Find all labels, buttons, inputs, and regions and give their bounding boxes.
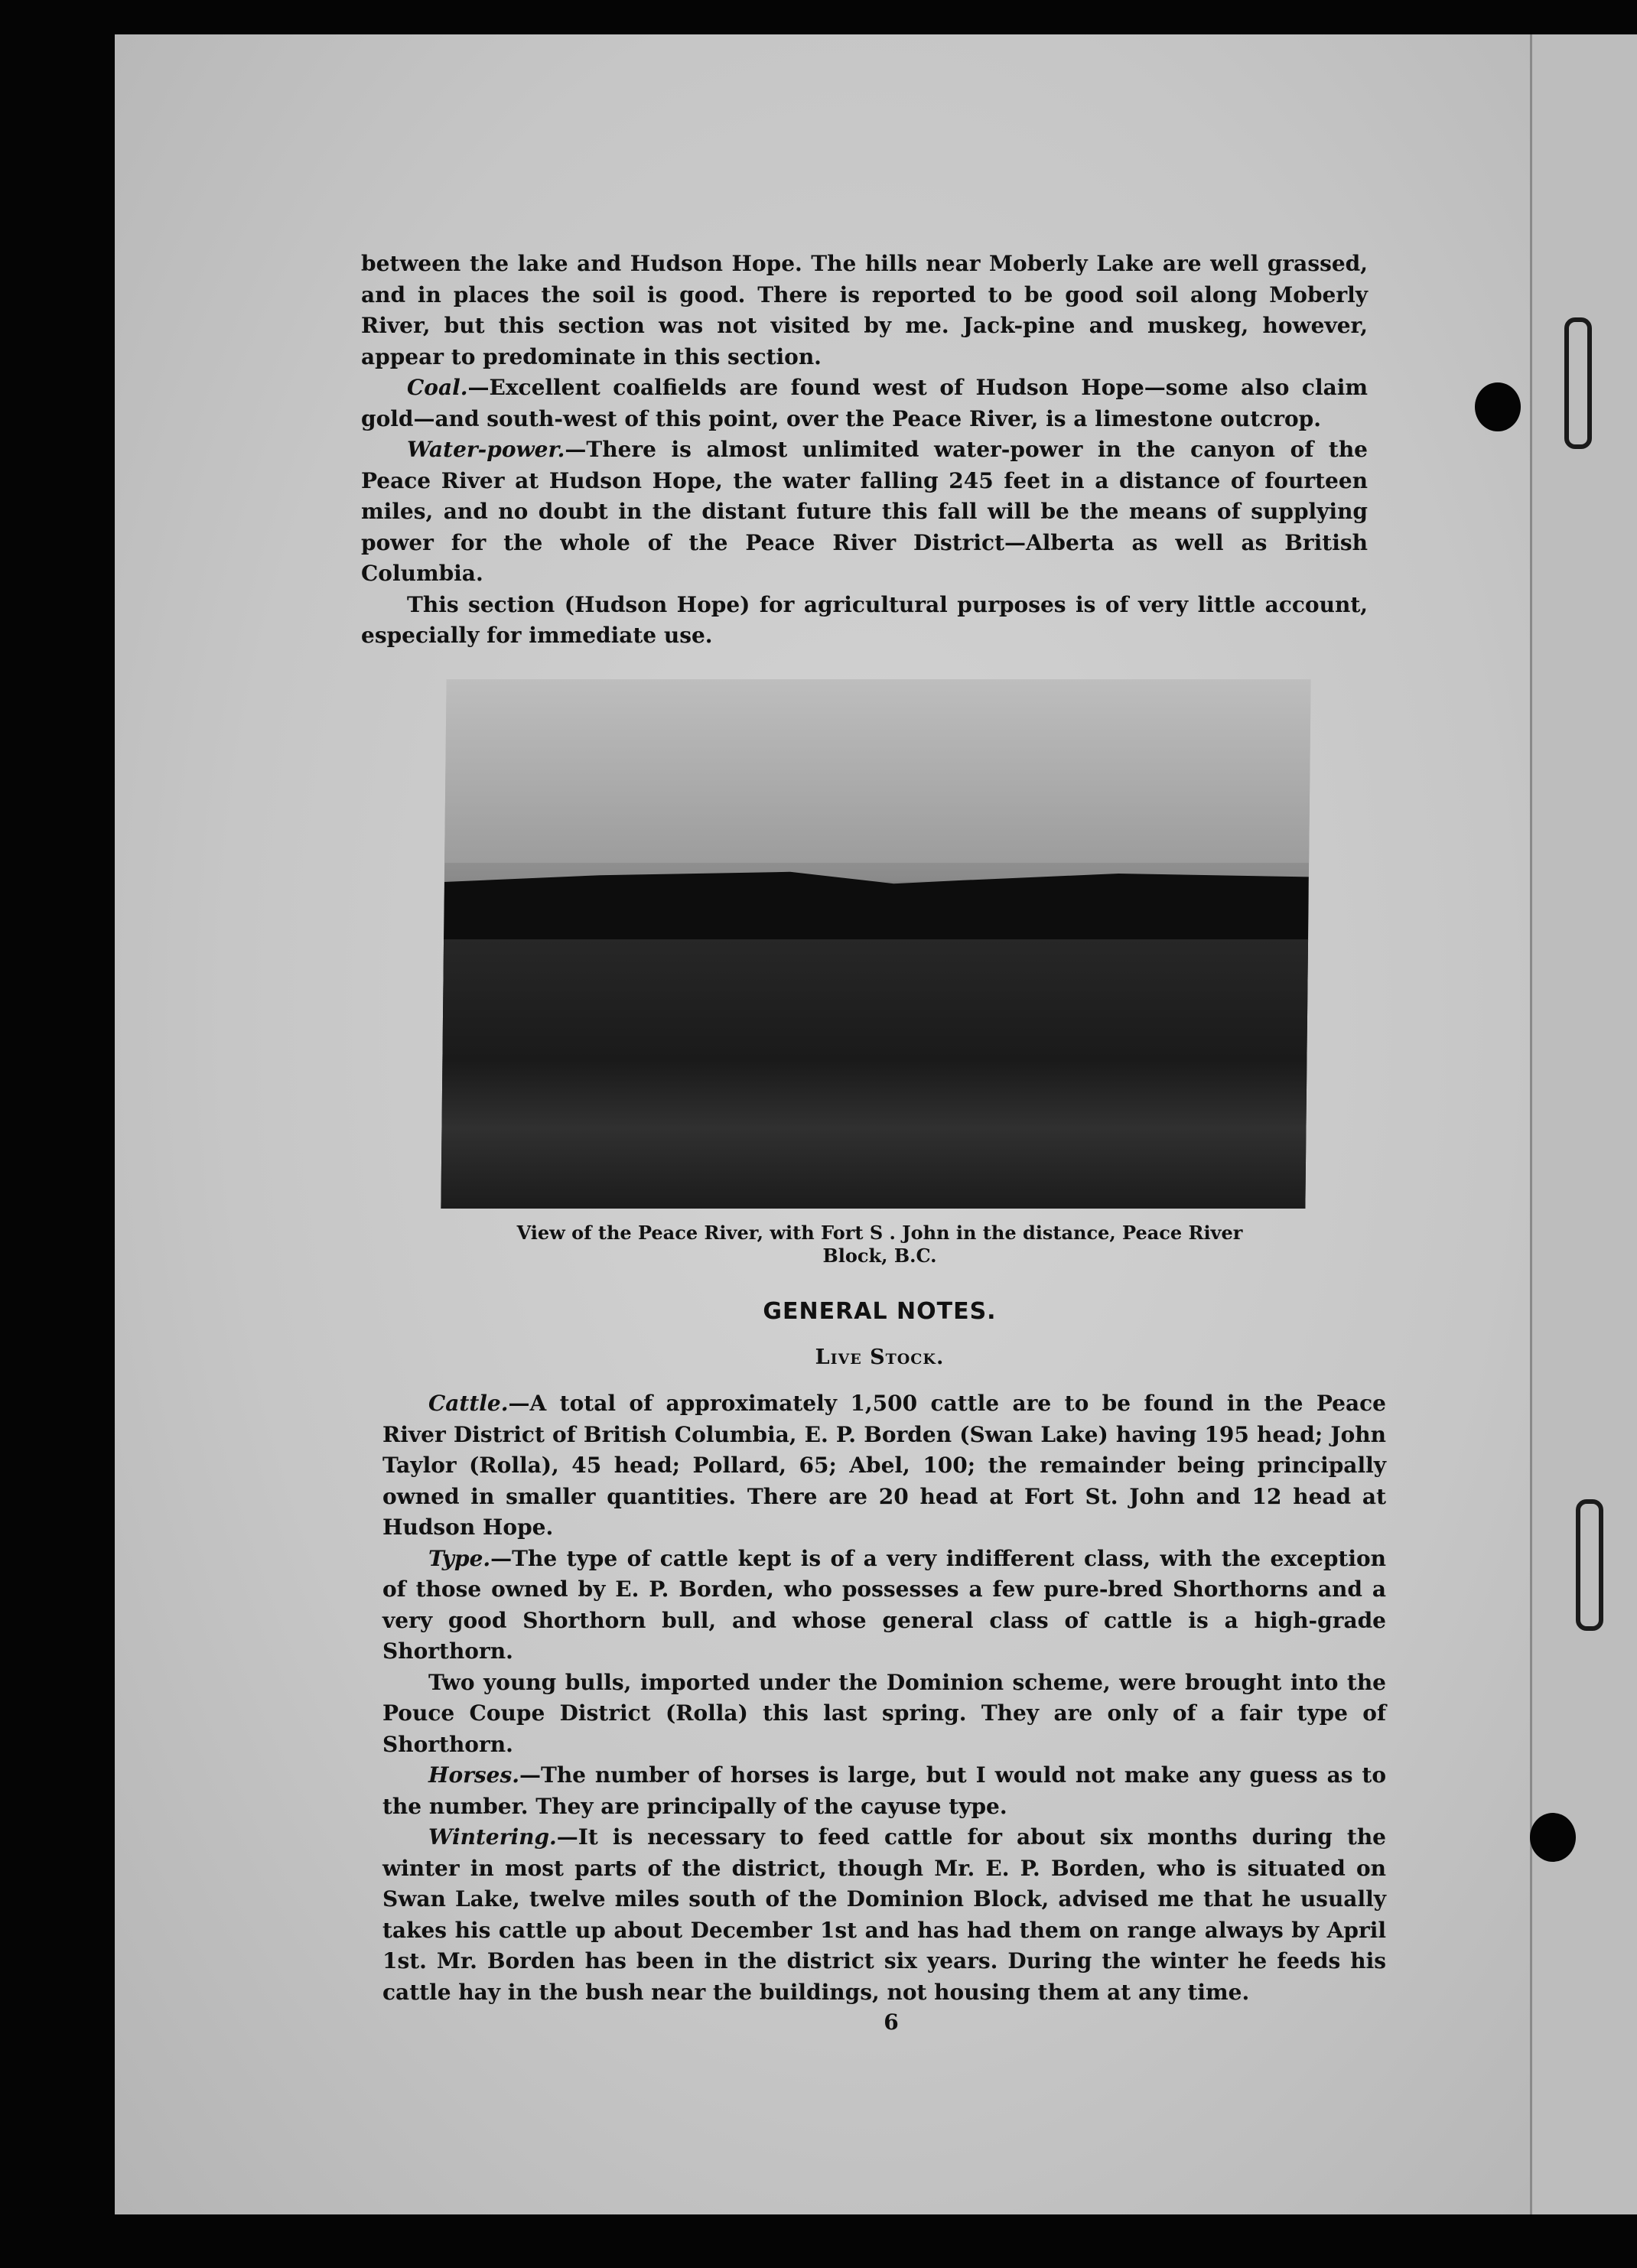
section-heading: GENERAL NOTES.	[763, 1298, 997, 1325]
paragraph-water-power	[361, 434, 1368, 590]
section-subheading: Live Stock.	[815, 1346, 945, 1369]
paragraph-type	[382, 1544, 1386, 1668]
photo-hills	[444, 857, 1309, 941]
wintering-text: —It is necessary to feed cattle for about six months during the winter in most parts of the district, though Mr. E. P. Borden, who is situated on Swan Lake, twelve miles south of the Dominion Block, advised me that he usually takes his cattle up about December 1st and has had them on range always by April 1st. Mr. Borden has been in the district six years. During the winter he feeds his cattle hay in the bush near the buildings, not housing them at any time.	[382, 1824, 1386, 2005]
paragraph-bulls: Two young bulls, imported under the Dominion scheme, were brought into the Pouce Coupe District (Rolla) this last spring. They are only of a fair type of Shorthorn.	[382, 1669, 1386, 1757]
cattle-text: —A total of approximately 1,500 cattle are to be found in the Peace River District of British Columbia, E. P. Borden (Swan Lake) having 195 head; John Taylor (Rolla), 45 head; Pollard, 65; Abel, 100; the remainder being principally owned in smaller quantities. There are 20 head at Fort St. John and 12 head at Hudson Hope.	[382, 1391, 1386, 1540]
horses-text: —The number of horses is large, but I would not make any guess as to the number. They are principally of the cayuse type.	[382, 1762, 1386, 1819]
livestock-text-section	[382, 1388, 1386, 2008]
page-number: 6	[884, 2009, 899, 2035]
water-power-text: —There is almost unlimited water-power in the canyon of the Peace River at Hudson Hope, the water falling 245 feet in a distance of fourteen miles, and no doubt in the distant future this fall will be the means of supplying power for the whole of the Peace River District—Alberta as well as British Columbia.	[361, 437, 1368, 586]
paragraph-wintering	[382, 1822, 1386, 2008]
paper-clip	[1564, 317, 1592, 449]
coal-text: —Excellent coalfields are found west of Hudson Hope—some also claim gold—and south-west of this point, over the Peace River, is a limestone outcrop.	[361, 375, 1368, 431]
punch-hole	[1530, 1813, 1576, 1862]
coal-label: Coal.	[407, 375, 468, 400]
top-text-section	[361, 249, 1368, 652]
paragraph-coal	[361, 373, 1368, 434]
paragraph-cattle	[382, 1388, 1386, 1544]
wintering-label: Wintering.	[428, 1824, 557, 1850]
caption-line-2: Block, B.C.	[822, 1245, 937, 1267]
paragraph-horses	[382, 1760, 1386, 1822]
paragraph-moberly: between the lake and Hudson Hope. The hills near Moberly Lake are well grassed, and in places the soil is good. There is reported to be good soil along Moberly River, but this section was not visited by me. Jack-pine and muskeg, however, appear to predominate in this section.	[361, 251, 1368, 369]
water-power-label: Water-power.	[407, 437, 565, 462]
paragraph-hudson-hope: This section (Hudson Hope) for agricultural purposes is of very little account, especially for immediate use.	[361, 591, 1368, 648]
photo-caption	[451, 1222, 1308, 1267]
paper-clip	[1576, 1499, 1603, 1631]
caption-line-1: View of the Peace River, with Fort S . John in the distance, Peace River	[516, 1222, 1243, 1244]
cattle-label: Cattle.	[428, 1391, 509, 1416]
type-text: —The type of cattle kept is of a very indifferent class, with the exception of those owned by E. P. Borden, who possesses a few pure-bred Shorthorns and a very good Shorthorn bull, and whose general class of cattle is a high-grade Shorthorn.	[382, 1545, 1386, 1664]
photo-river	[441, 939, 1308, 1209]
photo-sky	[444, 679, 1311, 863]
horses-label: Horses.	[428, 1762, 519, 1788]
type-label: Type.	[428, 1545, 491, 1571]
punch-hole	[1475, 382, 1521, 431]
peace-river-photo	[441, 679, 1310, 1209]
